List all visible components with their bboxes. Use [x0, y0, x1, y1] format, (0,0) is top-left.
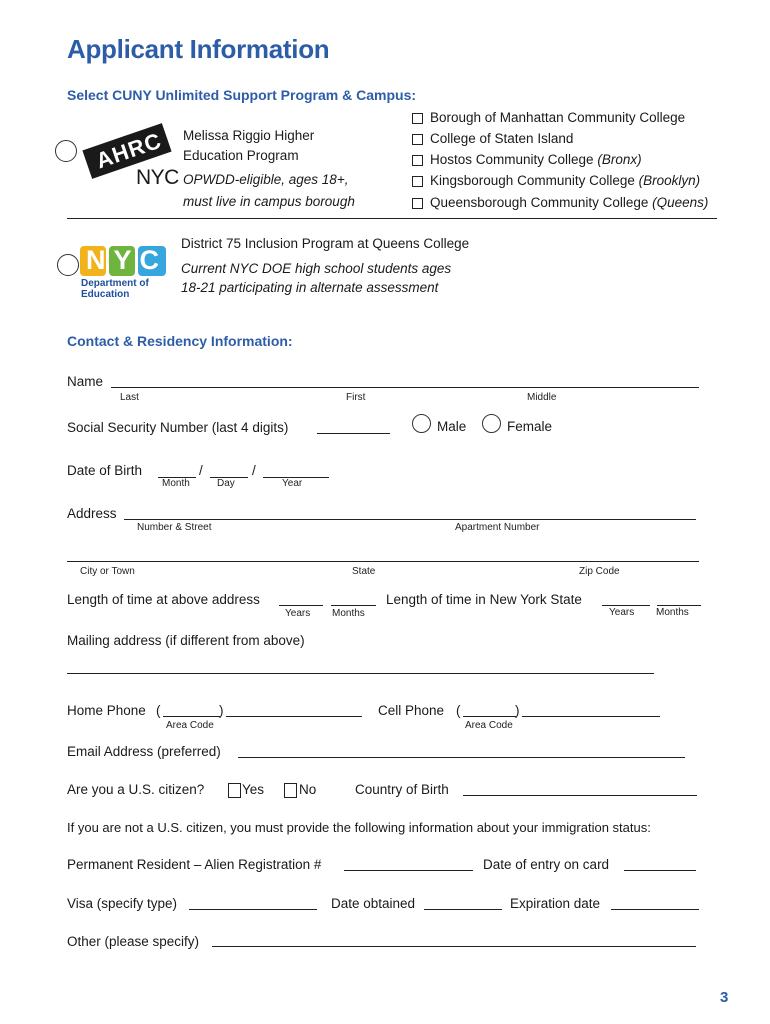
name-label: Name: [67, 374, 104, 389]
campus-label-hostos: Hostos Community College (Bronx): [430, 152, 642, 167]
ahrc-program-name-2: Education Program: [183, 148, 299, 163]
ssn-label: Social Security Number (last 4 digits): [67, 420, 289, 435]
address-sub-apt: Apartment Number: [455, 522, 540, 533]
nyc-logo-sub1: Department of: [81, 278, 149, 289]
address-label: Address: [67, 506, 117, 521]
campus-checkbox-kingsborough[interactable]: [412, 176, 423, 187]
female-radio[interactable]: [482, 414, 501, 433]
home-phone-area-field[interactable]: [163, 716, 220, 717]
address-street-field[interactable]: [124, 519, 696, 520]
dob-slash-1: /: [199, 463, 203, 478]
male-label: Male: [437, 419, 467, 434]
nyc-doe-logo: [78, 244, 173, 302]
contact-heading: Contact & Residency Information:: [67, 333, 293, 349]
campus-label-csi: College of Staten Island: [430, 131, 574, 146]
citizen-yes-checkbox[interactable]: [228, 783, 241, 798]
expiration-label: Expiration date: [510, 896, 601, 911]
length-nys-label: Length of time in New York State: [386, 592, 582, 607]
length-address-months-field[interactable]: [331, 605, 376, 606]
country-birth-label: Country of Birth: [355, 782, 449, 797]
home-phone-number-field[interactable]: [226, 716, 362, 717]
cell-phone-label: Cell Phone: [378, 703, 445, 718]
ahrc-program-desc-1: OPWDD-eligible, ages 18+,: [183, 172, 349, 187]
d75-program-desc-1: Current NYC DOE high school students ages: [181, 261, 452, 276]
home-phone-paren-open: (: [156, 703, 161, 718]
page-number: 3: [720, 989, 729, 1006]
other-label: Other (please specify): [67, 934, 200, 949]
expiration-field[interactable]: [611, 909, 699, 910]
ahrc-logo-nyc: NYC: [136, 166, 179, 189]
length-address-years-field[interactable]: [279, 605, 323, 606]
d75-program-radio[interactable]: [57, 254, 79, 276]
name-sub-middle: Middle: [527, 392, 557, 403]
female-label: Female: [507, 419, 553, 434]
ahrc-logo-text: AHRC: [92, 127, 165, 174]
ahrc-program-desc-2: must live in campus borough: [183, 194, 355, 209]
program-heading: Select CUNY Unlimited Support Program & Campus:: [67, 87, 417, 103]
address-sub-street: Number & Street: [137, 522, 212, 533]
ahrc-logo: [82, 127, 180, 192]
nyc-logo-text: NYC: [86, 245, 168, 275]
date-entry-label: Date of entry on card: [483, 857, 610, 872]
name-field[interactable]: [111, 387, 699, 388]
cell-phone-number-field[interactable]: [522, 716, 660, 717]
d75-program-name: District 75 Inclusion Program at Queens College: [181, 236, 470, 251]
cell-phone-area-sub: Area Code: [465, 720, 513, 731]
address-sub-state: State: [352, 566, 376, 577]
cell-phone-area-field[interactable]: [463, 716, 516, 717]
visa-field[interactable]: [189, 909, 317, 910]
citizen-no-label: No: [299, 782, 317, 797]
perm-res-field[interactable]: [344, 870, 473, 871]
mailing-label: Mailing address (if different from above): [67, 633, 305, 648]
noncitizen-note: If you are not a U.S. citizen, you must provide the following information about your immigration status:: [67, 820, 651, 835]
length-nys-years-sub: Years: [609, 607, 635, 618]
mailing-field[interactable]: [67, 673, 654, 674]
address-sub-city: City or Town: [80, 566, 135, 577]
campus-checkbox-bmcc[interactable]: [412, 113, 423, 124]
length-nys-months-field[interactable]: [657, 605, 701, 606]
page-title: Applicant Information: [67, 34, 330, 64]
length-address-years-sub: Years: [285, 608, 311, 619]
dob-sub-month: Month: [162, 478, 190, 489]
cell-phone-paren-open: (: [456, 703, 461, 718]
date-entry-field[interactable]: [624, 870, 696, 871]
dob-sub-year: Year: [282, 478, 303, 489]
date-obtained-field[interactable]: [424, 909, 502, 910]
cell-phone-paren-close: ): [515, 703, 520, 718]
name-sub-first: First: [346, 392, 366, 403]
nyc-logo-sub2: Education: [81, 289, 130, 300]
length-nys-months-sub: Months: [656, 607, 689, 618]
ssn-field[interactable]: [317, 433, 390, 434]
length-nys-years-field[interactable]: [602, 605, 650, 606]
address-city-field[interactable]: [67, 561, 699, 562]
home-phone-area-sub: Area Code: [166, 720, 214, 731]
male-radio[interactable]: [412, 414, 431, 433]
citizen-no-checkbox[interactable]: [284, 783, 297, 798]
length-address-label: Length of time at above address: [67, 592, 260, 607]
dob-slash-2: /: [252, 463, 256, 478]
date-obtained-label: Date obtained: [331, 896, 416, 911]
citizen-question: Are you a U.S. citizen?: [67, 782, 205, 797]
ahrc-program-radio[interactable]: [55, 140, 77, 162]
campus-checkbox-csi[interactable]: [412, 134, 423, 145]
campus-label-queensborough: Queensborough Community College (Queens): [430, 195, 709, 210]
email-label: Email Address (preferred): [67, 744, 221, 759]
other-field[interactable]: [212, 946, 696, 947]
campus-label-kingsborough: Kingsborough Community College (Brooklyn): [430, 173, 701, 188]
home-phone-label: Home Phone: [67, 703, 146, 718]
d75-program-desc-2: 18-21 participating in alternate assessment: [181, 280, 439, 295]
dob-sub-day: Day: [217, 478, 235, 489]
name-sub-last: Last: [120, 392, 139, 403]
campus-checkbox-queensborough[interactable]: [412, 198, 423, 209]
visa-label: Visa (specify type): [67, 896, 178, 911]
home-phone-paren-close: ): [219, 703, 224, 718]
perm-res-label: Permanent Resident – Alien Registration #: [67, 857, 322, 872]
length-address-months-sub: Months: [332, 608, 365, 619]
ahrc-program-name-1: Melissa Riggio Higher: [183, 128, 315, 143]
campus-checkbox-hostos[interactable]: [412, 155, 423, 166]
citizen-yes-label: Yes: [242, 782, 265, 797]
section-divider: [67, 218, 717, 219]
country-birth-field[interactable]: [463, 795, 697, 796]
email-field[interactable]: [238, 757, 685, 758]
address-sub-zip: Zip Code: [579, 566, 620, 577]
campus-label-bmcc: Borough of Manhattan Community College: [430, 110, 686, 125]
dob-label: Date of Birth: [67, 463, 143, 478]
